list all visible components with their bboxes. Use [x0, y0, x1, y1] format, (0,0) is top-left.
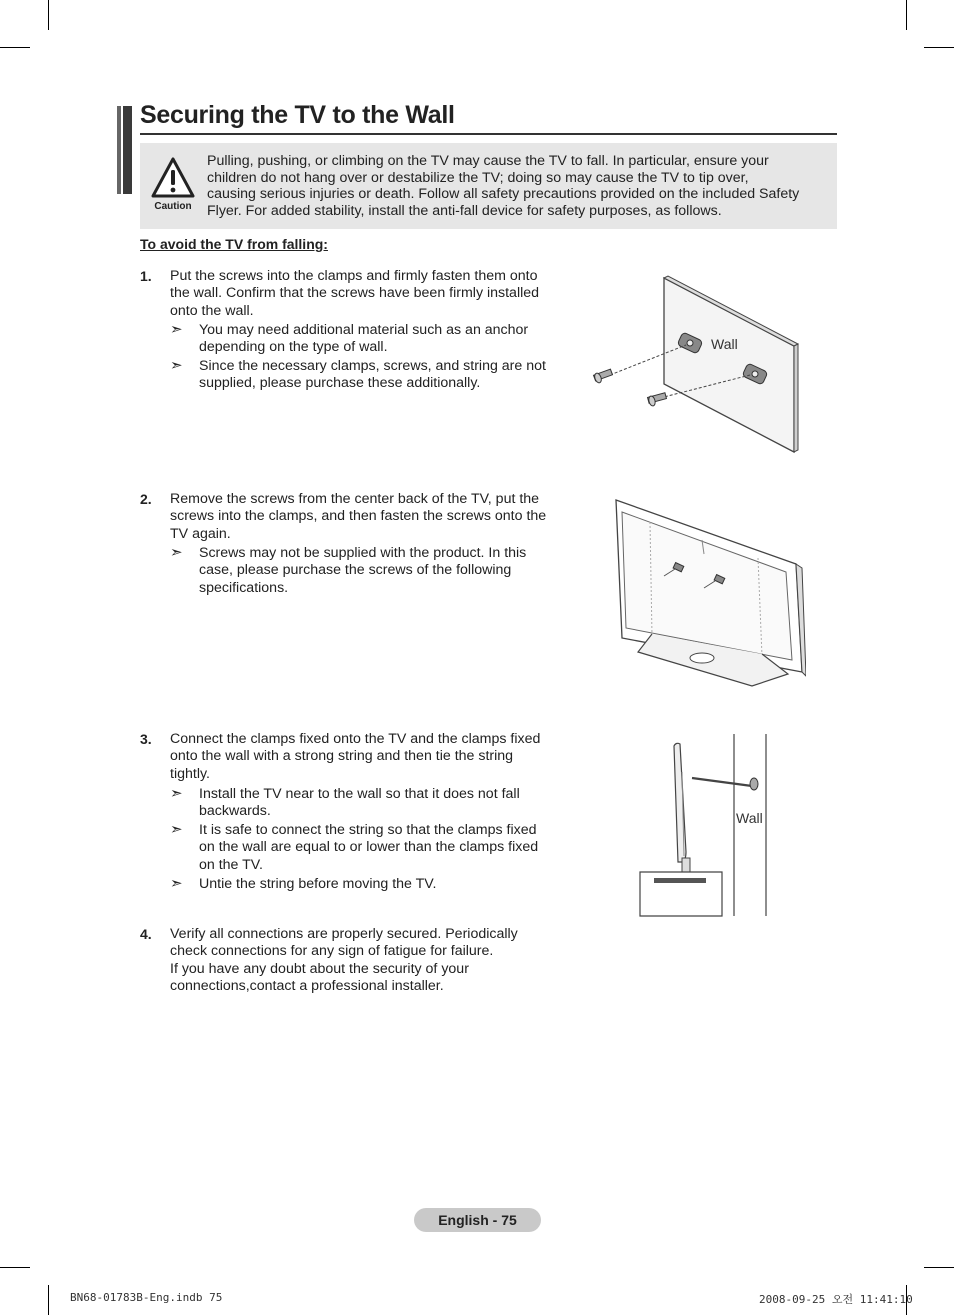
step-note: You may need additional material such as an anchor depending on the type of wall. — [199, 322, 529, 356]
note-arrow-icon: ➣ — [170, 357, 183, 374]
note-arrow-icon: ➣ — [170, 544, 183, 561]
title-decoration-bar — [117, 106, 121, 194]
print-slug-left: BN68-01783B-Eng.indb 75 — [70, 1291, 223, 1304]
step-text: Connect the clamps fixed onto the TV and the clamps fixed onto the wall with a strong string and then tie the string tightly. — [170, 731, 541, 782]
screw-icon — [593, 369, 612, 384]
crop-mark — [0, 1267, 30, 1268]
note-arrow-icon: ➣ — [170, 821, 183, 838]
tv-back-illustration — [612, 496, 806, 690]
tv-side-view-illustration — [636, 732, 770, 918]
step-number: 4. — [140, 926, 152, 942]
caution-triangle-icon — [151, 157, 195, 199]
step-note: Screws may not be supplied with the product. In this case, please purchase the screws of the following specifications. — [199, 545, 527, 596]
wall-label: Wall — [711, 336, 738, 352]
title-rule — [140, 133, 837, 135]
crop-mark — [924, 1267, 954, 1268]
crop-mark — [0, 47, 30, 48]
step-text: Put the screws into the clamps and firmly fasten them onto the wall. Confirm that the screws have been firmly installed onto the wall. — [170, 268, 540, 319]
wall-label: Wall — [736, 810, 763, 826]
screw-icon — [648, 393, 667, 407]
step-number: 1. — [140, 268, 152, 284]
crop-mark — [924, 47, 954, 48]
step-note: It is safe to connect the string so that the clamps fixed on the wall are equal to or lower than the clamps fixed on the TV. — [199, 822, 539, 873]
step-text: Remove the screws from the center back of the TV, put the screws into the clamps, and then fasten the screws onto the TV again. — [170, 491, 547, 542]
step-text: Verify all connections are properly secured. Periodically check connections for any sign of fatigue for failure. If you have any doubt about the security of your connections,contact a professional installer. — [170, 926, 518, 994]
wall-clamp-illustration — [588, 272, 803, 457]
step-number: 2. — [140, 491, 152, 507]
page-title: Securing the TV to the Wall — [140, 101, 455, 129]
step-note: Since the necessary clamps, screws, and string are not supplied, please purchase these additionally. — [199, 358, 546, 392]
step-note: Install the TV near to the wall so that it does not fall backwards. — [199, 786, 520, 820]
caution-text: Pulling, pushing, or climbing on the TV may cause the TV to fall. In particular, ensure your children do not hang over or destabilize the TV; doing so may cause the TV to tip over, causing serious injuries or death. Follow all safety precautions provided on the included Safety Flyer. For added stability, install the anti-fall device for safety purposes, as follows. — [207, 153, 800, 219]
print-slug-right: 2008-09-25 오전 11:41:10 — [759, 1293, 913, 1306]
step-note: Untie the string before moving the TV. — [199, 876, 437, 892]
note-arrow-icon: ➣ — [170, 321, 183, 338]
wall-clamp-icon — [750, 778, 758, 790]
note-arrow-icon: ➣ — [170, 875, 183, 892]
caution-label: Caution — [154, 201, 192, 212]
section-subheading: To avoid the TV from falling: — [140, 236, 328, 252]
crop-mark — [48, 0, 49, 30]
crop-mark — [906, 0, 907, 30]
crop-mark — [48, 1285, 49, 1315]
page-number-badge: English - 75 — [414, 1208, 541, 1232]
step-number: 3. — [140, 731, 152, 747]
note-arrow-icon: ➣ — [170, 785, 183, 802]
title-decoration-bar — [123, 106, 132, 194]
